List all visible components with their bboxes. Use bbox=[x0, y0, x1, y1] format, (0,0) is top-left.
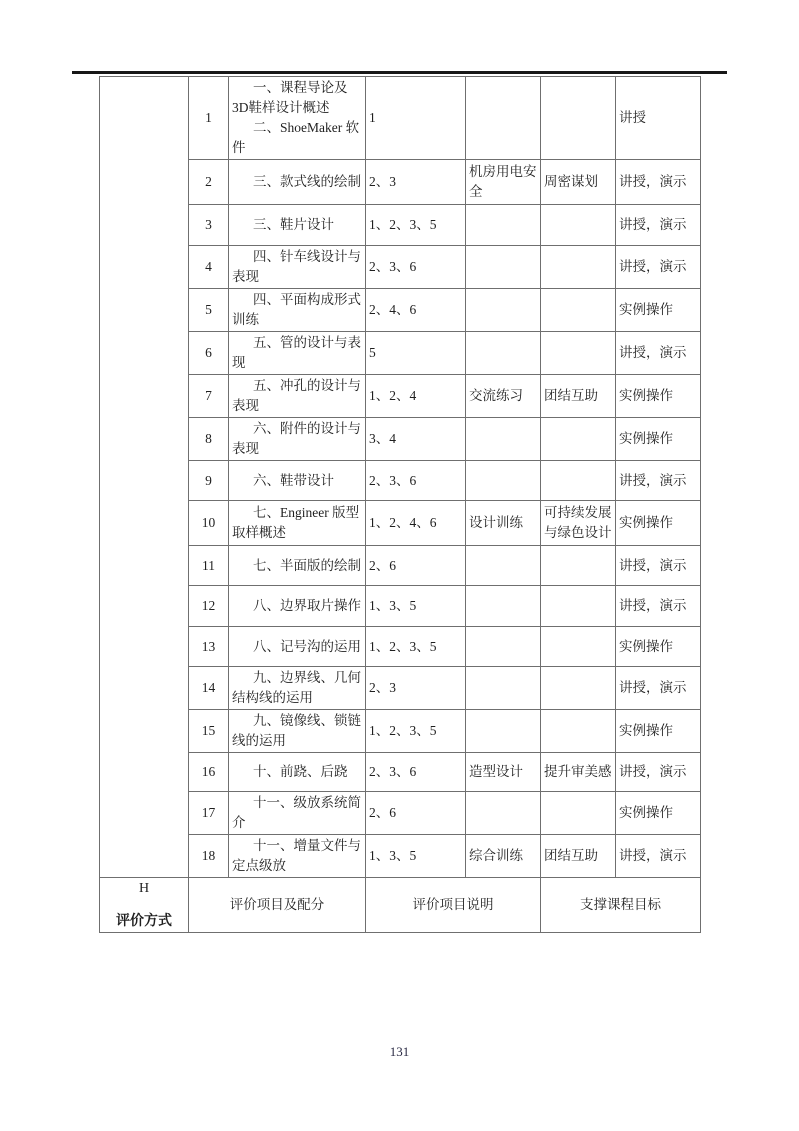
table-row bbox=[100, 375, 701, 418]
content-cell: 九、镜像线、锁链线的运用 bbox=[229, 710, 366, 753]
content-cell: 十一、级放系统简介 bbox=[229, 792, 366, 835]
method-cell: 实例操作 bbox=[616, 792, 701, 835]
evaluation-section-cell bbox=[100, 878, 189, 933]
ideology-case-cell bbox=[466, 289, 541, 332]
row-number: 8 bbox=[189, 418, 229, 461]
table-row bbox=[100, 289, 701, 332]
goals-cell: 2、6 bbox=[366, 546, 466, 586]
ideology-case-cell bbox=[466, 586, 541, 627]
table-row bbox=[100, 835, 701, 878]
content-cell: 四、针车线设计与表现 bbox=[229, 246, 366, 289]
goals-cell: 2、3、6 bbox=[366, 246, 466, 289]
method-cell: 讲授，演示 bbox=[616, 835, 701, 878]
ideology-point-cell bbox=[541, 246, 616, 289]
course-rows-body bbox=[100, 77, 701, 878]
ideology-case-cell: 综合训练 bbox=[466, 835, 541, 878]
row-number: 12 bbox=[189, 586, 229, 627]
content-cell: 六、鞋带设计 bbox=[229, 461, 366, 501]
goals-cell: 2、4、6 bbox=[366, 289, 466, 332]
content-cell: 五、冲孔的设计与表现 bbox=[229, 375, 366, 418]
ideology-point-cell bbox=[541, 586, 616, 627]
goals-cell: 1 bbox=[366, 77, 466, 160]
row-number: 1 bbox=[189, 77, 229, 160]
ideology-point-cell bbox=[541, 332, 616, 375]
method-cell: 实例操作 bbox=[616, 289, 701, 332]
table-row bbox=[100, 205, 701, 246]
table-row bbox=[100, 160, 701, 205]
support-goals-header: 支撑课程目标 bbox=[541, 878, 701, 933]
ideology-point-cell bbox=[541, 461, 616, 501]
table-row bbox=[100, 792, 701, 835]
ideology-case-cell bbox=[466, 205, 541, 246]
method-cell: 讲授，演示 bbox=[616, 332, 701, 375]
ideology-case-cell bbox=[466, 246, 541, 289]
row-number: 4 bbox=[189, 246, 229, 289]
goals-cell: 5 bbox=[366, 332, 466, 375]
ideology-point-cell: 提升审美感 bbox=[541, 753, 616, 792]
goals-cell: 3、4 bbox=[366, 418, 466, 461]
row-number: 11 bbox=[189, 546, 229, 586]
ideology-case-cell bbox=[466, 667, 541, 710]
method-cell: 讲授，演示 bbox=[616, 160, 701, 205]
ideology-point-cell bbox=[541, 289, 616, 332]
method-cell: 讲授，演示 bbox=[616, 586, 701, 627]
row-number: 10 bbox=[189, 501, 229, 546]
goals-cell: 1、3、5 bbox=[366, 835, 466, 878]
method-cell: 讲授，演示 bbox=[616, 246, 701, 289]
goals-cell: 1、2、4、6 bbox=[366, 501, 466, 546]
evaluation-header-body bbox=[100, 878, 701, 933]
table-row bbox=[100, 710, 701, 753]
row-number: 2 bbox=[189, 160, 229, 205]
method-cell: 实例操作 bbox=[616, 627, 701, 667]
left-margin-cell bbox=[100, 77, 189, 878]
goals-cell: 2、3 bbox=[366, 667, 466, 710]
content-cell: 八、边界取片操作 bbox=[229, 586, 366, 627]
goals-cell: 1、2、3、5 bbox=[366, 710, 466, 753]
row-number: 7 bbox=[189, 375, 229, 418]
goals-cell: 1、2、3、5 bbox=[366, 627, 466, 667]
content-cell: 八、记号沟的运用 bbox=[229, 627, 366, 667]
section-divider-rule bbox=[72, 71, 727, 74]
ideology-point-cell: 可持续发展与绿色设计 bbox=[541, 501, 616, 546]
content-cell: 七、Engineer 版型取样概述 bbox=[229, 501, 366, 546]
content-cell: 一、课程导论及 3D鞋样设计概述 二、ShoeMaker 软件 bbox=[229, 77, 366, 160]
method-cell: 讲授，演示 bbox=[616, 667, 701, 710]
method-cell: 讲授，演示 bbox=[616, 205, 701, 246]
content-cell: 三、款式线的绘制 bbox=[229, 160, 366, 205]
table-row bbox=[100, 586, 701, 627]
ideology-point-cell bbox=[541, 205, 616, 246]
ideology-point-cell bbox=[541, 627, 616, 667]
method-cell: 讲授，演示 bbox=[616, 546, 701, 586]
goals-cell: 1、3、5 bbox=[366, 586, 466, 627]
table-row bbox=[100, 753, 701, 792]
ideology-point-cell bbox=[541, 77, 616, 160]
table-row bbox=[100, 546, 701, 586]
table-row bbox=[100, 461, 701, 501]
eval-items-header: 评价项目及配分 bbox=[189, 878, 366, 933]
ideology-point-cell bbox=[541, 546, 616, 586]
section-label: 评价方式 bbox=[116, 913, 172, 929]
content-cell: 六、附件的设计与表现 bbox=[229, 418, 366, 461]
ideology-point-cell: 周密谋划 bbox=[541, 160, 616, 205]
content-cell: 十一、增量文件与定点级放 bbox=[229, 835, 366, 878]
goals-cell: 1、2、3、5 bbox=[366, 205, 466, 246]
table-row bbox=[100, 501, 701, 546]
content-cell: 十、前跷、后跷 bbox=[229, 753, 366, 792]
content-cell: 三、鞋片设计 bbox=[229, 205, 366, 246]
ideology-point-cell bbox=[541, 792, 616, 835]
ideology-case-cell bbox=[466, 461, 541, 501]
row-number: 16 bbox=[189, 753, 229, 792]
eval-desc-header: 评价项目说明 bbox=[366, 878, 541, 933]
page-number: 131 bbox=[389, 1044, 410, 1059]
row-number: 17 bbox=[189, 792, 229, 835]
row-number: 14 bbox=[189, 667, 229, 710]
row-number: 6 bbox=[189, 332, 229, 375]
ideology-case-cell bbox=[466, 332, 541, 375]
table-row bbox=[100, 77, 701, 160]
table-row bbox=[100, 332, 701, 375]
row-number: 15 bbox=[189, 710, 229, 753]
ideology-case-cell bbox=[466, 710, 541, 753]
table-row bbox=[100, 418, 701, 461]
row-number: 5 bbox=[189, 289, 229, 332]
ideology-case-cell bbox=[466, 418, 541, 461]
ideology-case-cell: 设计训练 bbox=[466, 501, 541, 546]
method-cell: 实例操作 bbox=[616, 418, 701, 461]
ideology-case-cell bbox=[466, 792, 541, 835]
goals-cell: 2、3 bbox=[366, 160, 466, 205]
table-row bbox=[100, 627, 701, 667]
goals-cell: 2、6 bbox=[366, 792, 466, 835]
row-number: 13 bbox=[189, 627, 229, 667]
ideology-point-cell bbox=[541, 667, 616, 710]
method-cell: 实例操作 bbox=[616, 375, 701, 418]
method-cell: 讲授，演示 bbox=[616, 753, 701, 792]
goals-cell: 1、2、4 bbox=[366, 375, 466, 418]
ideology-point-cell: 团结互助 bbox=[541, 375, 616, 418]
ideology-case-cell bbox=[466, 546, 541, 586]
content-cell: 五、管的设计与表现 bbox=[229, 332, 366, 375]
goals-cell: 2、3、6 bbox=[366, 753, 466, 792]
section-code: H bbox=[138, 880, 150, 896]
content-cell: 四、平面构成形式训练 bbox=[229, 289, 366, 332]
ideology-point-cell: 团结互助 bbox=[541, 835, 616, 878]
table-row bbox=[100, 246, 701, 289]
table-row bbox=[100, 667, 701, 710]
row-number: 18 bbox=[189, 835, 229, 878]
content-cell: 九、边界线、几何结构线的运用 bbox=[229, 667, 366, 710]
ideology-case-cell bbox=[466, 627, 541, 667]
row-number: 9 bbox=[189, 461, 229, 501]
evaluation-header-row bbox=[100, 878, 701, 933]
method-cell: 实例操作 bbox=[616, 710, 701, 753]
method-cell: 实例操作 bbox=[616, 501, 701, 546]
method-cell: 讲授 bbox=[616, 77, 701, 160]
content-cell: 七、半面版的绘制 bbox=[229, 546, 366, 586]
ideology-case-cell bbox=[466, 77, 541, 160]
ideology-point-cell bbox=[541, 418, 616, 461]
method-cell: 讲授，演示 bbox=[616, 461, 701, 501]
ideology-case-cell: 机房用电安全 bbox=[466, 160, 541, 205]
ideology-case-cell: 交流练习 bbox=[466, 375, 541, 418]
row-number: 3 bbox=[189, 205, 229, 246]
ideology-case-cell: 造型设计 bbox=[466, 753, 541, 792]
course-content-table bbox=[99, 76, 701, 933]
ideology-point-cell bbox=[541, 710, 616, 753]
goals-cell: 2、3、6 bbox=[366, 461, 466, 501]
